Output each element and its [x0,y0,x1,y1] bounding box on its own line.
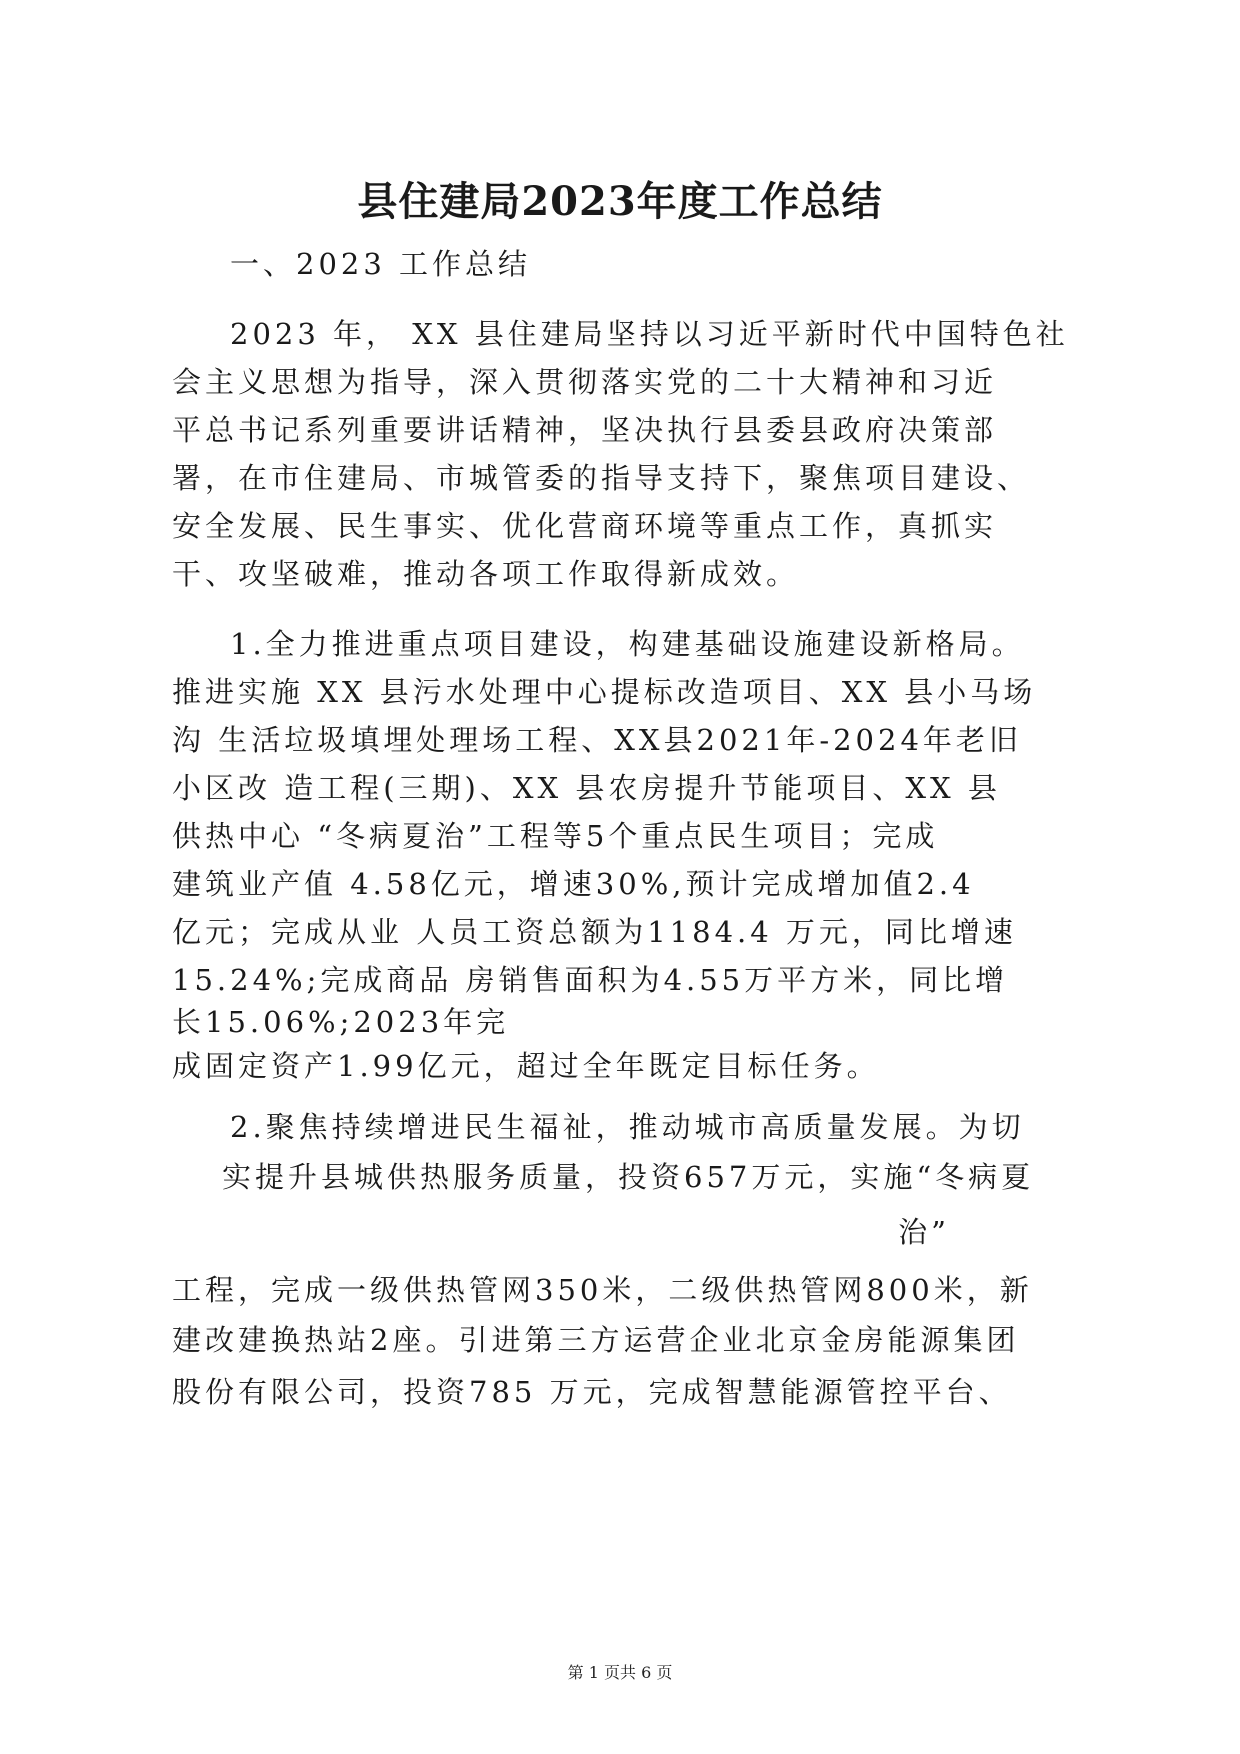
item1-line: 亿元；完成从业 人员工资总额为1184.4 万元，同比增速 [172,915,1017,949]
item1-line: 推进实施 XX 县污水处理中心提标改造项目、XX 县小马场 [172,675,1037,709]
item1-line: 供热中心 “冬病夏治”工程等5个重点民生项目；完成 [172,819,939,853]
item2-line: 建改建换热站2座。引进第三方运营企业北京金房能源集团 [172,1323,1020,1357]
item2-line: 股份有限公司，投资785 万元，完成智慧能源管控平台、 [172,1375,1012,1409]
intro-line: 署，在市住建局、市城管委的指导支持下，聚焦项目建设、 [172,461,1031,495]
page-footer: 第 1 页共 6 页 [567,1663,673,1682]
item1-line: 建筑业产值 4.58亿元，增速30%,预计完成增加值2.4 [172,867,975,901]
item1-line: 15.24%;完成商品 房销售面积为4.55万平方米，同比增 [172,963,1009,997]
item1-line: 长15.06%;2023年完 [172,1005,510,1039]
section-heading: 一、2023 工作总结 [230,247,532,281]
item2-line: 工程，完成一级供热管网350米，二级供热管网800米，新 [172,1273,1033,1307]
item2-line: 实提升县城供热服务质量，投资657万元，实施“冬病夏 [222,1160,1035,1194]
item2-line: 治” [898,1215,950,1249]
item1-line: 沟 生活垃圾填埋处理场工程、XX县2021年-2024年老旧 [172,723,1022,757]
item1-line: 成固定资产1.99亿元，超过全年既定目标任务。 [172,1049,880,1083]
intro-line: 干、攻坚破难，推动各项工作取得新成效。 [172,557,800,591]
intro-line: 会主义思想为指导，深入贯彻落实党的二十大精神和习近 [172,365,998,399]
item1-line: 1.全力推进重点项目建设，构建基础设施建设新格局。 [230,627,1025,661]
intro-line: 平总书记系列重要讲话精神，坚决执行县委县政府决策部 [172,413,998,447]
item2-line: 2.聚焦持续增进民生福祉，推动城市高质量发展。为切 [230,1110,1025,1144]
document-title: 县住建局2023年度工作总结 [357,178,883,225]
intro-line: 2023 年， XX 县住建局坚持以习近平新时代中国特色社 [230,317,1069,351]
item1-line: 小区改 造工程(三期)、XX 县农房提升节能项目、XX 县 [172,771,1001,805]
intro-line: 安全发展、民生事实、优化营商环境等重点工作，真抓实 [172,509,998,543]
